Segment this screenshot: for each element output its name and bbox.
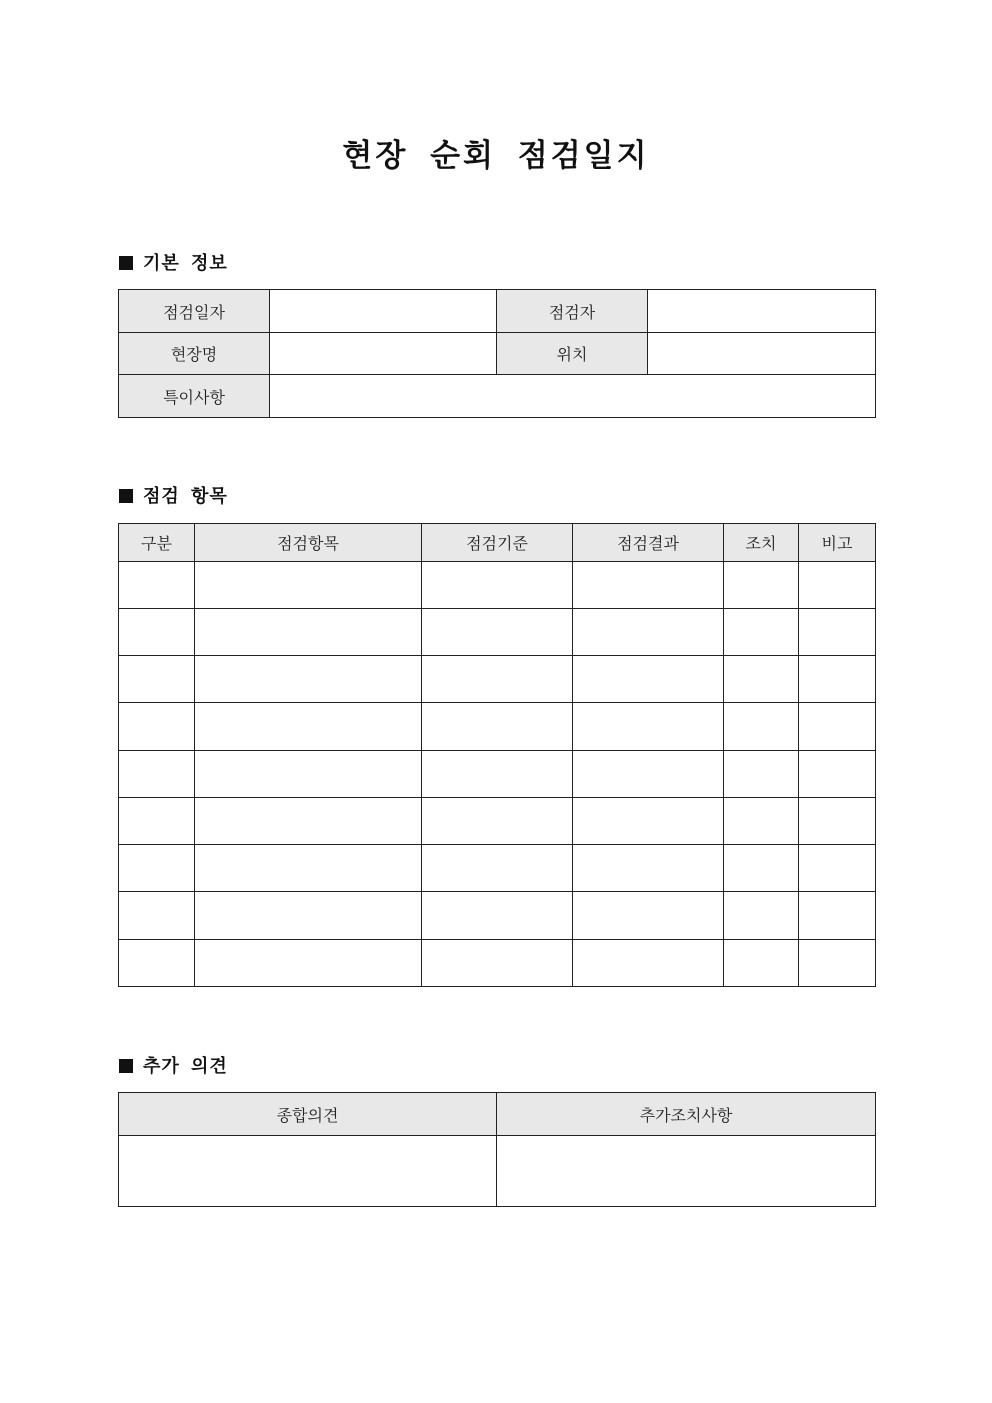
- category-cell[interactable]: [119, 609, 195, 656]
- item-cell[interactable]: [195, 940, 422, 987]
- location-label: 위치: [497, 333, 648, 375]
- additional-actions-field[interactable]: [497, 1136, 876, 1207]
- square-bullet-icon: [119, 256, 133, 270]
- category-cell[interactable]: [119, 751, 195, 798]
- section-heading-label: 점검 항목: [143, 486, 228, 507]
- overall-opinion-field[interactable]: [119, 1136, 497, 1207]
- table-row: [119, 845, 876, 892]
- result-cell[interactable]: [573, 940, 724, 987]
- note-cell[interactable]: [799, 703, 876, 751]
- inspection-date-field[interactable]: [270, 290, 497, 333]
- section-heading-label: 추가 의견: [143, 1056, 228, 1077]
- table-row: [119, 798, 876, 845]
- criteria-cell[interactable]: [422, 798, 573, 845]
- remarks-label: 특이사항: [119, 375, 270, 418]
- item-cell[interactable]: [195, 845, 422, 892]
- category-cell[interactable]: [119, 562, 195, 609]
- criteria-cell[interactable]: [422, 892, 573, 940]
- result-cell[interactable]: [573, 703, 724, 751]
- table-row: [119, 562, 876, 609]
- table-row: [119, 703, 876, 751]
- criteria-cell[interactable]: [422, 562, 573, 609]
- category-cell[interactable]: [119, 703, 195, 751]
- action-cell[interactable]: [724, 562, 799, 609]
- note-cell[interactable]: [799, 798, 876, 845]
- action-cell[interactable]: [724, 656, 799, 703]
- note-cell[interactable]: [799, 656, 876, 703]
- result-cell[interactable]: [573, 656, 724, 703]
- criteria-cell[interactable]: [422, 940, 573, 987]
- result-cell[interactable]: [573, 798, 724, 845]
- item-cell[interactable]: [195, 609, 422, 656]
- criteria-cell[interactable]: [422, 845, 573, 892]
- note-cell[interactable]: [799, 751, 876, 798]
- category-cell[interactable]: [119, 798, 195, 845]
- page-title: 현장 순회 점검일지: [342, 138, 650, 174]
- table-row: [119, 940, 876, 987]
- criteria-cell[interactable]: [422, 751, 573, 798]
- basic-info-table: [118, 289, 876, 418]
- criteria-cell[interactable]: [422, 609, 573, 656]
- site-name-field[interactable]: [270, 333, 497, 375]
- item-cell[interactable]: [195, 751, 422, 798]
- location-field[interactable]: [648, 333, 876, 375]
- item-cell[interactable]: [195, 703, 422, 751]
- result-cell[interactable]: [573, 609, 724, 656]
- item-cell[interactable]: [195, 656, 422, 703]
- table-row: [119, 333, 876, 375]
- action-cell[interactable]: [724, 798, 799, 845]
- action-cell[interactable]: [724, 703, 799, 751]
- category-cell[interactable]: [119, 845, 195, 892]
- note-cell[interactable]: [799, 562, 876, 609]
- section-heading-additional-opinion: [119, 1055, 228, 1079]
- action-cell[interactable]: [724, 845, 799, 892]
- table-row: [119, 1136, 876, 1207]
- result-cell[interactable]: [573, 892, 724, 940]
- table-row: [119, 751, 876, 798]
- column-header-action: 조치: [724, 524, 799, 562]
- action-cell[interactable]: [724, 609, 799, 656]
- action-cell[interactable]: [724, 940, 799, 987]
- additional-opinion-table: [118, 1092, 876, 1207]
- column-header-category: 구분: [119, 524, 195, 562]
- table-row: [119, 609, 876, 656]
- criteria-cell[interactable]: [422, 703, 573, 751]
- remarks-field[interactable]: [270, 375, 876, 418]
- column-header-result: 점검결과: [573, 524, 724, 562]
- note-cell[interactable]: [799, 845, 876, 892]
- item-cell[interactable]: [195, 798, 422, 845]
- site-name-label: 현장명: [119, 333, 270, 375]
- table-row: [119, 375, 876, 418]
- result-cell[interactable]: [573, 845, 724, 892]
- action-cell[interactable]: [724, 751, 799, 798]
- note-cell[interactable]: [799, 892, 876, 940]
- category-cell[interactable]: [119, 656, 195, 703]
- table-row: [119, 290, 876, 333]
- column-header-note: 비고: [799, 524, 876, 562]
- note-cell[interactable]: [799, 609, 876, 656]
- result-cell[interactable]: [573, 751, 724, 798]
- category-cell[interactable]: [119, 940, 195, 987]
- column-header-criteria: 점검기준: [422, 524, 573, 562]
- table-row: [119, 892, 876, 940]
- result-cell[interactable]: [573, 562, 724, 609]
- column-header-overall-opinion: 종합의견: [119, 1093, 497, 1136]
- note-cell[interactable]: [799, 940, 876, 987]
- table-row: [119, 656, 876, 703]
- section-heading-label: 기본 정보: [143, 253, 228, 274]
- inspection-date-label: 점검일자: [119, 290, 270, 333]
- item-cell[interactable]: [195, 562, 422, 609]
- square-bullet-icon: [119, 1059, 133, 1073]
- square-bullet-icon: [119, 489, 133, 503]
- column-header-item: 점검항목: [195, 524, 422, 562]
- category-cell[interactable]: [119, 892, 195, 940]
- section-heading-inspection-items: [119, 485, 228, 509]
- table-header-row: [119, 1093, 876, 1136]
- section-heading-basic-info: [119, 252, 228, 276]
- inspector-field[interactable]: [648, 290, 876, 333]
- column-header-additional-actions: 추가조치사항: [497, 1093, 876, 1136]
- criteria-cell[interactable]: [422, 656, 573, 703]
- item-cell[interactable]: [195, 892, 422, 940]
- action-cell[interactable]: [724, 892, 799, 940]
- inspection-items-table: [118, 523, 876, 987]
- table-header-row: [119, 524, 876, 562]
- inspector-label: 점검자: [497, 290, 648, 333]
